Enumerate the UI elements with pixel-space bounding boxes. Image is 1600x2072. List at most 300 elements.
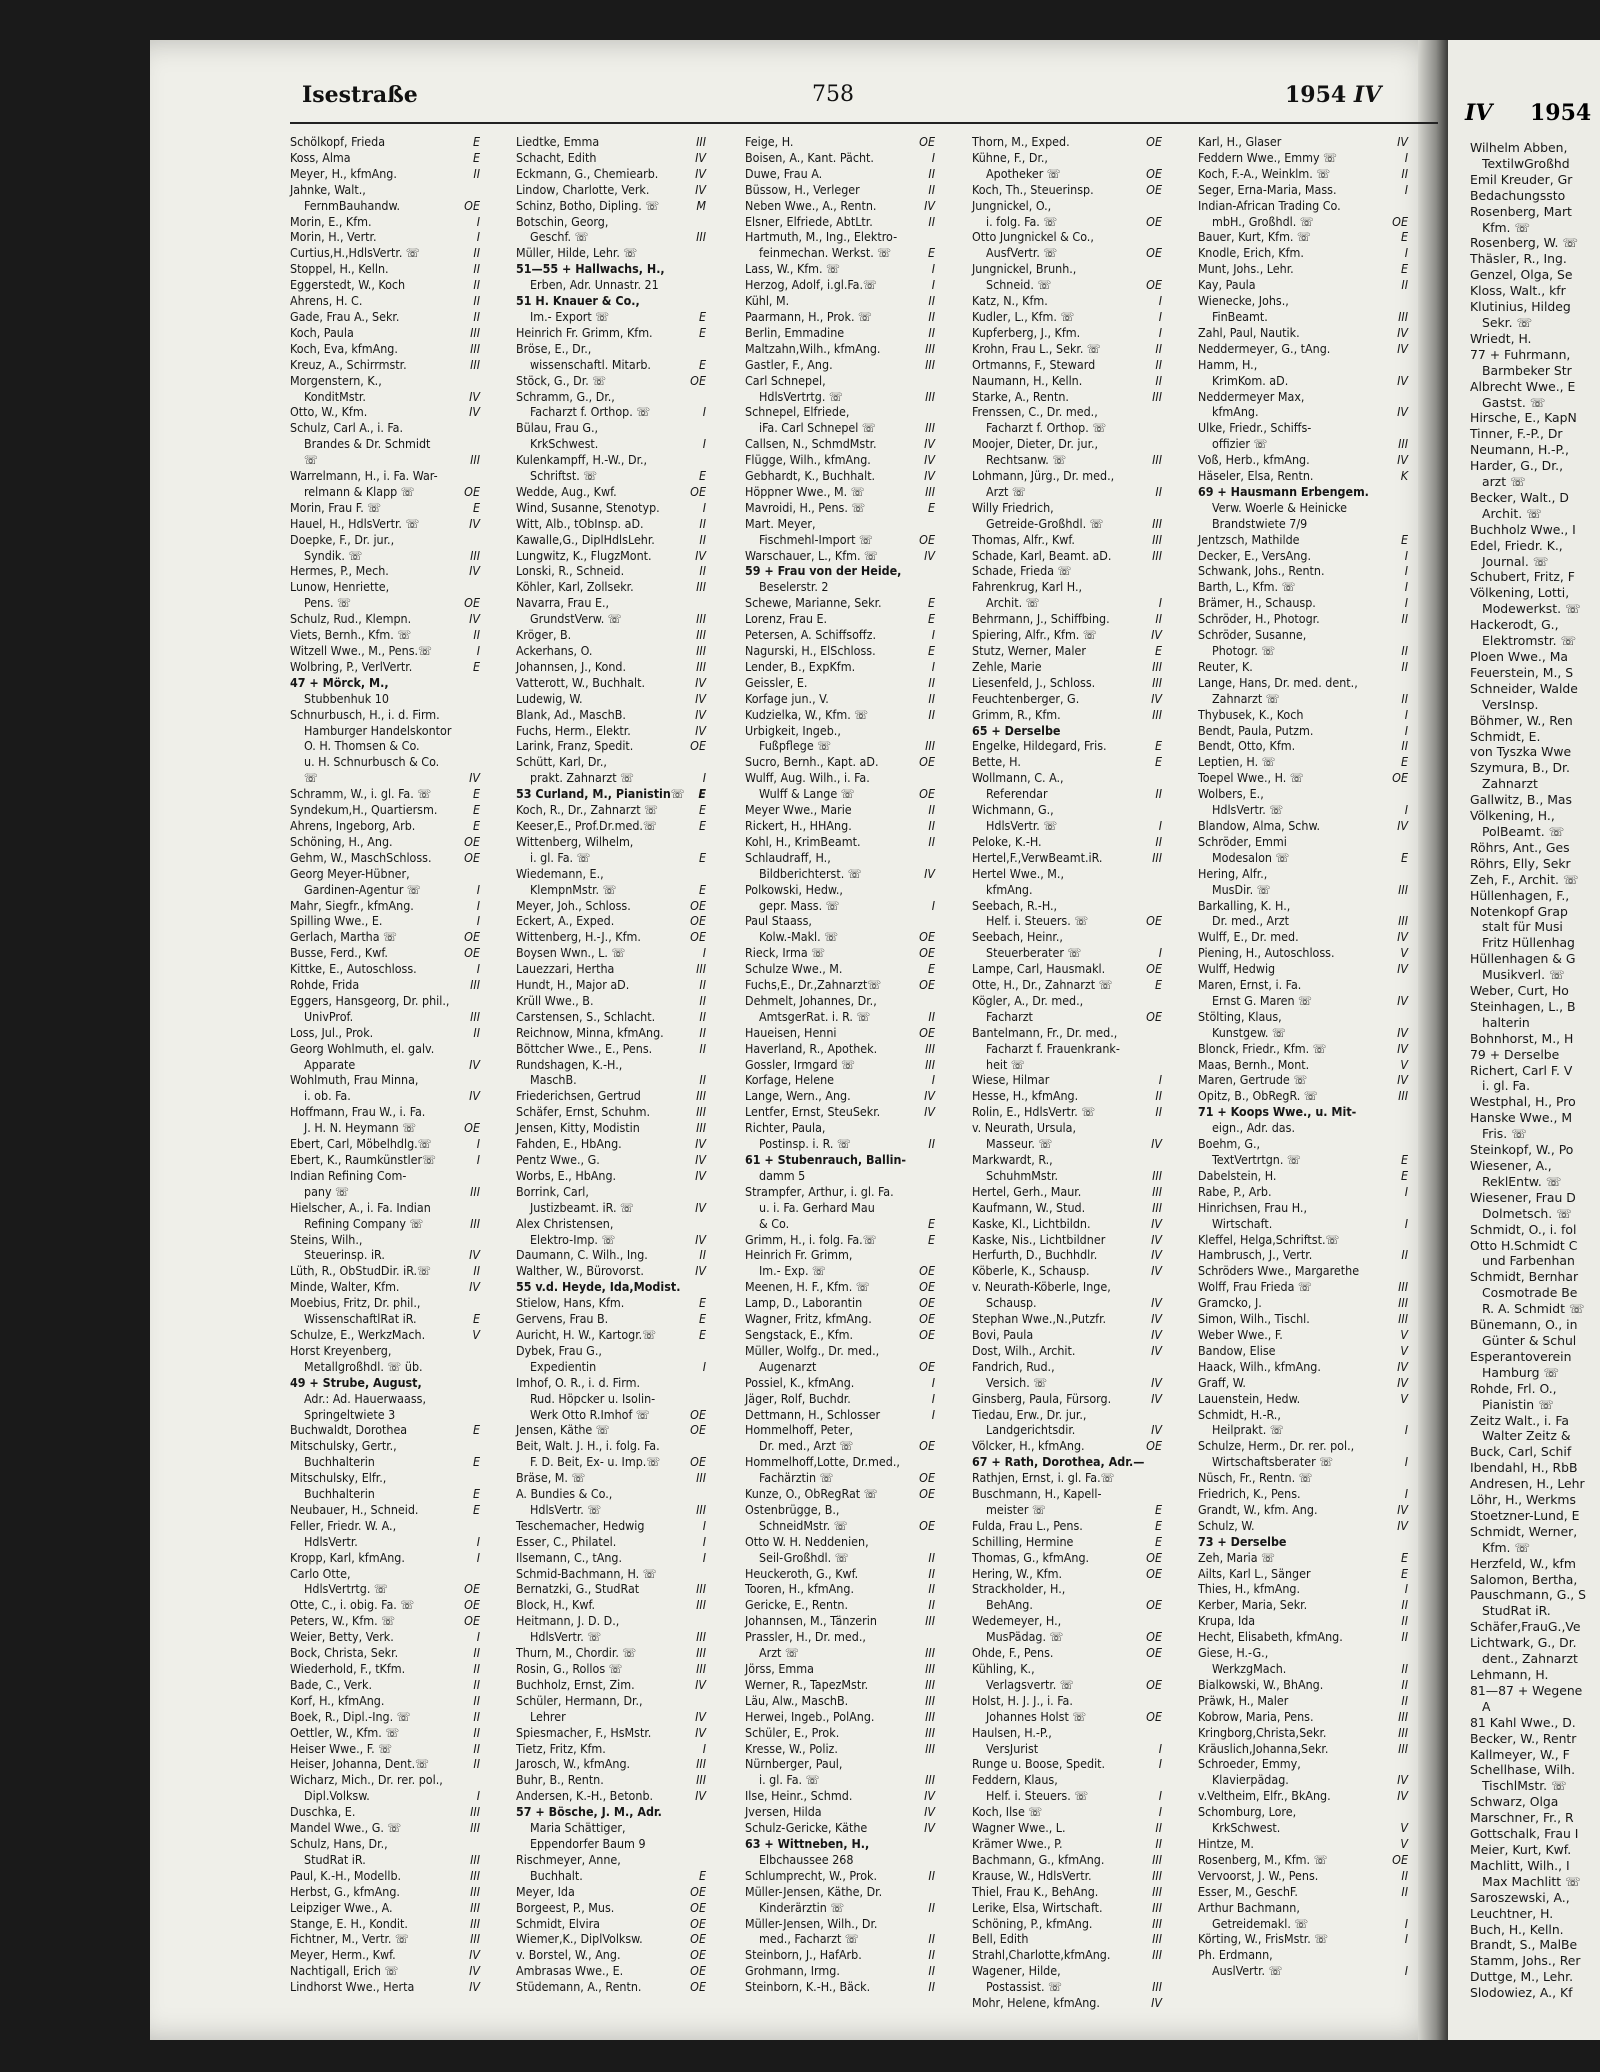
- directory-entry: [972, 293, 1162, 309]
- entry-text: Koch, Eva, kfmAng.: [290, 340, 398, 356]
- entry-text: Heiser Wwe., F. ☏: [290, 1740, 393, 1756]
- directory-entry: [290, 1581, 480, 1597]
- entry-floor-code: III: [470, 1008, 480, 1024]
- directory-entry: [290, 882, 480, 898]
- directory-entry: [745, 500, 935, 516]
- directory-entry: [290, 229, 480, 245]
- entry-text: Gericke, E., Rentn.: [745, 1597, 849, 1613]
- entry-text: Rosenberg, M., Kfm. ☏: [1198, 1851, 1328, 1867]
- entry-text: Gossler, Irmgard ☏: [745, 1056, 856, 1072]
- entry-floor-code: III: [1152, 1899, 1162, 1915]
- entry-floor-code: E: [1400, 1565, 1408, 1581]
- entry-floor-code: III: [1152, 1867, 1162, 1883]
- directory-entry: [745, 1963, 935, 1979]
- directory-entry: [516, 898, 706, 914]
- entry-text: Schmidt, H.-R.,: [1198, 1406, 1281, 1422]
- directory-entry: [745, 866, 935, 882]
- directory-entry: [290, 548, 480, 564]
- directory-entry: [1198, 1375, 1408, 1391]
- entry-text: Morin, Frau F. ☏: [290, 499, 382, 515]
- entry-text: Modesalon ☏: [1212, 849, 1290, 865]
- directory-entry: [290, 1232, 480, 1248]
- directory-entry: [290, 1677, 480, 1693]
- entry-text: Stange, E. H., Kondit.: [290, 1915, 408, 1931]
- directory-entry: [516, 723, 706, 739]
- entry-text: Stölting, Klaus,: [1198, 1008, 1282, 1024]
- entry-text: Spiering, Alfr., Kfm. ☏: [972, 627, 1097, 643]
- entry-text: Lange, Hans, Dr. med. dent.,: [1198, 674, 1358, 690]
- right-page-entry: Barmbeker Str: [1482, 362, 1572, 378]
- entry-text: Metallgroßhdl. ☏ üb.: [304, 1358, 423, 1374]
- directory-entry: [290, 1247, 480, 1263]
- directory-entry: [1198, 1836, 1408, 1852]
- directory-entry: [745, 1359, 935, 1375]
- right-page-entry: von Tyszka Wwe: [1470, 744, 1572, 760]
- entry-text: Kupferberg, J., Kfm.: [972, 324, 1081, 340]
- directory-entry: [1198, 1661, 1408, 1677]
- entry-text: Koch, Ilse ☏: [972, 1804, 1043, 1820]
- entry-floor-code: IV: [695, 1676, 706, 1692]
- entry-floor-code: II: [928, 1931, 935, 1947]
- right-page-entry: Kfm. ☏: [1482, 219, 1530, 235]
- entry-floor-code: I: [476, 913, 480, 929]
- entry-text: Fachärztin ☏: [759, 1470, 834, 1486]
- directory-entry: [290, 1597, 480, 1613]
- entry-text: Bachmann, G., kfmAng.: [972, 1851, 1105, 1867]
- entry-text: 63 + Wittneben, H.,: [745, 1835, 870, 1851]
- directory-entry: [1198, 229, 1408, 245]
- directory-entry: [972, 1486, 1162, 1502]
- entry-text: wissenschaftl. Mitarb.: [530, 356, 651, 372]
- directory-entry: [972, 770, 1162, 786]
- entry-text: Jversen, Hilda: [745, 1804, 822, 1820]
- directory-entry: [1198, 325, 1408, 341]
- directory-entry: [745, 1168, 935, 1184]
- entry-text: Facharzt f. Orthop. ☏: [986, 420, 1107, 436]
- entry-floor-code: E: [472, 499, 480, 515]
- directory-entry: [516, 1216, 706, 1232]
- directory-entry: [516, 1311, 706, 1327]
- entry-text: Zahl, Paul, Nautik.: [1198, 324, 1300, 340]
- directory-entry: [972, 691, 1162, 707]
- entry-floor-code: IV: [1151, 1231, 1162, 1247]
- directory-entry: [290, 420, 480, 436]
- directory-entry: [972, 1279, 1162, 1295]
- directory-entry: [290, 404, 480, 420]
- entry-text: Thorn, M., Exped.: [972, 134, 1070, 149]
- entry-text: u. H. Schnurbusch & Co.: [304, 754, 440, 770]
- right-page-entry: Rosenberg, W. ☏: [1470, 235, 1578, 251]
- entry-floor-code: I: [702, 499, 706, 515]
- entry-text: Helf. i. Steuers. ☏: [986, 913, 1089, 929]
- entry-floor-code: IV: [1397, 1374, 1408, 1390]
- entry-floor-code: III: [1152, 388, 1162, 404]
- entry-floor-code: OE: [690, 1883, 706, 1899]
- entry-text: Kunze, O., ObRegRat ☏: [745, 1486, 878, 1502]
- directory-entry: [290, 134, 480, 150]
- entry-text: Berlin, Emmadine: [745, 324, 845, 340]
- entry-floor-code: V: [1400, 1390, 1408, 1406]
- directory-entry: [972, 341, 1162, 357]
- directory-entry: [972, 1184, 1162, 1200]
- directory-entry: [290, 898, 480, 914]
- directory-entry: [745, 1534, 935, 1550]
- directory-entry: [516, 1025, 706, 1041]
- entry-floor-code: IV: [1397, 1072, 1408, 1088]
- entry-text: Maltzahn,Wilh., kfmAng.: [745, 340, 881, 356]
- right-page-entry: Saroszewski, A.,: [1470, 1889, 1570, 1905]
- directory-entry: [745, 1979, 935, 1995]
- directory-entry: [745, 1709, 935, 1725]
- entry-text: Walther, W., Bürovorst.: [516, 1263, 644, 1279]
- entry-floor-code: OE: [919, 1517, 935, 1533]
- entry-text: Schulz, Hans, Dr.,: [290, 1835, 388, 1851]
- directory-entry: [290, 516, 480, 532]
- entry-text: Schröders Wwe., Margarethe: [1198, 1263, 1360, 1279]
- directory-entry: [745, 1025, 935, 1041]
- entry-text: Schröder, Susanne,: [1198, 627, 1307, 643]
- entry-text: KonditMstr.: [304, 388, 366, 404]
- directory-entry: [516, 1884, 706, 1900]
- entry-text: Büssow, H., Verleger: [745, 181, 860, 197]
- entry-floor-code: III: [925, 1056, 935, 1072]
- entry-floor-code: I: [1404, 1422, 1408, 1438]
- entry-text: Larink, Franz, Spedit.: [516, 738, 634, 754]
- entry-text: Facharzt f. Frauenkrank-: [986, 1040, 1120, 1056]
- entry-floor-code: E: [1154, 1533, 1162, 1549]
- entry-text: Piening, H., Autoschloss.: [1198, 945, 1335, 961]
- directory-entry: [972, 913, 1162, 929]
- right-page-entry: halterin: [1482, 1014, 1530, 1030]
- right-page-entry: Wilhelm Abben,: [1470, 140, 1568, 155]
- entry-floor-code: I: [1158, 1788, 1162, 1804]
- entry-floor-code: E: [698, 1326, 706, 1342]
- directory-entry: [1198, 548, 1408, 564]
- entry-text: Maas, Bernh., Mont.: [1198, 1056, 1310, 1072]
- directory-entry: [972, 1741, 1162, 1757]
- directory-entry: [972, 1804, 1162, 1820]
- directory-entry: [290, 1979, 480, 1995]
- directory-entry: [745, 341, 935, 357]
- entry-floor-code: M: [696, 197, 706, 213]
- entry-floor-code: OE: [919, 531, 935, 547]
- entry-text: AuslVertr. ☏: [1212, 1963, 1283, 1979]
- directory-entry: [745, 1375, 935, 1391]
- right-page-entry: Gallwitz, B., Mas: [1470, 792, 1572, 808]
- directory-entry: [290, 1454, 480, 1470]
- directory-entry: [745, 707, 935, 723]
- entry-floor-code: OE: [1146, 134, 1162, 149]
- entry-floor-code: II: [1401, 658, 1408, 674]
- entry-floor-code: I: [702, 945, 706, 961]
- entry-text: Eckmann, G., Chemiearb.: [516, 165, 659, 181]
- directory-entry: [745, 1931, 935, 1947]
- entry-text: Meyer, Herm., Kwf.: [290, 1947, 396, 1963]
- entry-text: Helf. i. Steuers. ☏: [986, 1788, 1089, 1804]
- entry-text: Wulff, Hedwig: [1198, 961, 1276, 977]
- entry-text: Paul, K.-H., Modellb.: [290, 1867, 402, 1883]
- directory-entry: [1198, 1438, 1408, 1454]
- entry-text: Nachtigall, Erich ☏: [290, 1963, 399, 1979]
- entry-floor-code: E: [698, 817, 706, 833]
- entry-text: Fichtner, M., Vertr. ☏: [290, 1931, 409, 1947]
- entry-floor-code: III: [1398, 1088, 1408, 1104]
- entry-text: 73 + Derselbe: [1198, 1533, 1287, 1549]
- directory-entry: [290, 1884, 480, 1900]
- entry-floor-code: OE: [919, 1438, 935, 1454]
- entry-text: Schüler, E., Prok.: [745, 1724, 840, 1740]
- directory-entry: [745, 929, 935, 945]
- directory-entry: [290, 1836, 480, 1852]
- entry-floor-code: E: [698, 1867, 706, 1883]
- entry-text: Wohlmuth, Frau Minna,: [290, 1072, 419, 1088]
- entry-text: Krüll Wwe., B.: [516, 992, 594, 1008]
- right-page-entry: 81—87 + Wegene: [1470, 1682, 1583, 1698]
- entry-floor-code: II: [1155, 356, 1162, 372]
- directory-entry: [745, 1152, 935, 1168]
- directory-entry: [972, 1868, 1162, 1884]
- entry-text: Possiel, K., kfmAng.: [745, 1374, 855, 1390]
- directory-entry: [290, 1359, 480, 1375]
- entry-floor-code: I: [702, 436, 706, 452]
- entry-floor-code: II: [699, 1247, 706, 1263]
- entry-floor-code: I: [931, 1374, 935, 1390]
- entry-text: Haueisen, Henni: [745, 1024, 837, 1040]
- entry-floor-code: E: [698, 1311, 706, 1327]
- directory-entry: [972, 516, 1162, 532]
- entry-text: Schacht, Edith: [516, 149, 597, 165]
- entry-floor-code: III: [696, 229, 706, 245]
- directory-entry: [745, 691, 935, 707]
- entry-text: Rabe, P., Arb.: [1198, 1183, 1272, 1199]
- directory-entry: [972, 548, 1162, 564]
- directory-entry: [1198, 1900, 1408, 1916]
- entry-text: Otto, W., Kfm.: [290, 404, 368, 420]
- entry-text: Rathjen, Ernst, i. gl. Fa.☏: [972, 1470, 1115, 1486]
- entry-text: Gehm, W., MaschSchloss.: [290, 849, 432, 865]
- entry-floor-code: IV: [1397, 1501, 1408, 1517]
- entry-text: Bovi, Paula: [972, 1326, 1034, 1342]
- entry-text: Eggerstedt, W., Koch: [290, 277, 406, 293]
- directory-entry: [972, 1534, 1162, 1550]
- entry-floor-code: OE: [464, 1597, 480, 1613]
- directory-entry: [745, 1772, 935, 1788]
- entry-text: Jungnickel, O.,: [972, 197, 1052, 213]
- right-page-entry: Schäfer,FrauG.,Ve: [1470, 1619, 1581, 1635]
- directory-entry: [1198, 882, 1408, 898]
- right-page-entry: Duttge, M., Lehr.: [1470, 1969, 1574, 1985]
- directory-entry: [972, 277, 1162, 293]
- entry-text: Archit. ☏: [986, 595, 1040, 611]
- entry-text: Elsner, Elfriede, AbtLtr.: [745, 213, 873, 229]
- directory-entry: [290, 754, 480, 770]
- entry-floor-code: V: [1400, 1326, 1408, 1342]
- directory-entry: [745, 1184, 935, 1200]
- entry-text: WissenschaftlRat iR.: [304, 1311, 417, 1327]
- entry-floor-code: II: [1401, 690, 1408, 706]
- entry-floor-code: IV: [695, 706, 706, 722]
- entry-text: Schmid-Bachmann, H. ☏: [516, 1565, 657, 1581]
- entry-text: Viets, Bernh., Kfm. ☏: [290, 627, 412, 643]
- entry-text: Köberle, K., Schausp.: [972, 1263, 1090, 1279]
- entry-text: Reuter, K.: [1198, 658, 1253, 674]
- directory-entry: [745, 1232, 935, 1248]
- entry-text: 51—55 + Hallwachs, H.,: [516, 261, 665, 277]
- directory-entry: [1198, 516, 1408, 532]
- entry-text: Stöck, G., Dr. ☏: [516, 372, 607, 388]
- entry-text: Rundshagen, K.-H.,: [516, 1056, 623, 1072]
- entry-text: Böttcher Wwe., E., Pens.: [516, 1040, 653, 1056]
- entry-floor-code: II: [699, 1024, 706, 1040]
- entry-floor-code: III: [696, 1104, 706, 1120]
- entry-text: Jungnickel, Brunh.,: [972, 261, 1077, 277]
- entry-floor-code: IV: [695, 1231, 706, 1247]
- entry-text: Schomburg, Lore,: [1198, 1804, 1297, 1820]
- entry-text: Kühl, M.: [745, 293, 790, 309]
- entry-floor-code: III: [925, 1040, 935, 1056]
- right-page-entry: Szymura, B., Dr.: [1470, 760, 1570, 776]
- directory-entry: [1198, 1852, 1408, 1868]
- right-page-entry: Brandt, S., MalBe: [1470, 1937, 1578, 1953]
- directory-entry: [745, 1597, 935, 1613]
- entry-floor-code: IV: [469, 1088, 480, 1104]
- right-page-entry: Archit. ☏: [1482, 505, 1542, 521]
- entry-text: Heinrich Fr. Grimm, Kfm.: [516, 324, 653, 340]
- entry-floor-code: III: [925, 1772, 935, 1788]
- entry-floor-code: II: [1155, 833, 1162, 849]
- entry-text: Georg Wohlmuth, el. galv.: [290, 1040, 435, 1056]
- directory-entry: [290, 1486, 480, 1502]
- entry-floor-code: OE: [690, 1963, 706, 1979]
- directory-entry: [290, 389, 480, 405]
- directory-entry: [1198, 468, 1408, 484]
- entry-floor-code: I: [1404, 547, 1408, 563]
- entry-floor-code: I: [1404, 563, 1408, 579]
- entry-text: Kaufmann, W., Stud.: [972, 1199, 1086, 1215]
- directory-entry: [516, 1009, 706, 1025]
- directory-entry: [516, 802, 706, 818]
- directory-entry: [290, 1279, 480, 1295]
- directory-entry: [972, 1772, 1162, 1788]
- directory-entry: [972, 818, 1162, 834]
- entry-floor-code: III: [470, 1851, 480, 1867]
- entry-floor-code: II: [928, 165, 935, 181]
- entry-text: Boysen Wwn., L. ☏: [516, 945, 626, 961]
- entry-text: Strahl,Charlotte,kfmAng.: [972, 1947, 1111, 1963]
- entry-floor-code: V: [472, 1326, 480, 1342]
- directory-entry: [290, 293, 480, 309]
- page-header-street: Isestraße: [302, 82, 418, 108]
- entry-text: Thies, H., kfmAng.: [1198, 1581, 1301, 1597]
- entry-floor-code: III: [925, 1692, 935, 1708]
- directory-entry: [745, 961, 935, 977]
- entry-text: eign., Adr. das.: [1212, 1120, 1295, 1136]
- entry-text: Hommelhoff,Lotte, Dr.med.,: [745, 1454, 900, 1470]
- right-page-entry: Völkening, H.,: [1470, 808, 1555, 824]
- entry-text: Wichmann, G.,: [972, 802, 1054, 818]
- directory-entry: [290, 277, 480, 293]
- directory-entry: [1198, 500, 1408, 516]
- entry-floor-code: III: [470, 1931, 480, 1947]
- entry-text: Johannsen, J., Kond.: [516, 658, 627, 674]
- directory-entry: [745, 1884, 935, 1900]
- directory-entry: [745, 1629, 935, 1645]
- entry-text: Kräuslich,Johanna,Sekr.: [1198, 1740, 1329, 1756]
- directory-entry: [745, 309, 935, 325]
- entry-text: Ginsberg, Paula, Fürsorg.: [972, 1390, 1112, 1406]
- entry-text: Rud. Höpcker u. Isolin-: [530, 1390, 656, 1406]
- entry-text: Hambrusch, J., Vertr.: [1198, 1247, 1313, 1263]
- entry-floor-code: OE: [464, 483, 480, 499]
- entry-floor-code: III: [925, 1676, 935, 1692]
- header-volume: IV: [1353, 82, 1382, 108]
- entry-floor-code: OE: [919, 1263, 935, 1279]
- directory-entry: [290, 1868, 480, 1884]
- directory-entry: [972, 563, 1162, 579]
- entry-floor-code: IV: [469, 1247, 480, 1263]
- entry-text: Curtius,H.,HdlsVertr. ☏: [290, 245, 420, 261]
- directory-entry: [290, 1327, 480, 1343]
- directory-entry: [290, 1916, 480, 1932]
- entry-floor-code: I: [931, 261, 935, 277]
- entry-floor-code: E: [472, 786, 480, 802]
- entry-text: Stüdemann, A., Rentn.: [516, 1979, 642, 1995]
- entry-text: Runge u. Boose, Spedit.: [972, 1756, 1106, 1772]
- directory-entry: [516, 484, 706, 500]
- right-page-entry: Kallmeyer, W., F: [1470, 1746, 1570, 1762]
- entry-floor-code: III: [1152, 849, 1162, 865]
- directory-entry: [1198, 1295, 1408, 1311]
- entry-text: Lentfer, Ernst, SteuSekr.: [745, 1104, 881, 1120]
- entry-text: Apotheker ☏: [986, 165, 1061, 181]
- entry-text: Brandes & Dr. Schmidt: [304, 436, 431, 452]
- directory-entry: [290, 802, 480, 818]
- directory-entry: [745, 945, 935, 961]
- directory-entry: [1198, 1772, 1408, 1788]
- entry-text: Hinrichsen, Frau H.,: [1198, 1199, 1308, 1215]
- directory-entry: [1198, 1025, 1408, 1041]
- entry-floor-code: OE: [1146, 913, 1162, 929]
- entry-floor-code: II: [699, 977, 706, 993]
- directory-entry: [1198, 1963, 1408, 1979]
- directory-entry: [516, 691, 706, 707]
- entry-floor-code: I: [476, 961, 480, 977]
- entry-floor-code: III: [696, 1501, 706, 1517]
- right-page-entry: TextilwGroßhd: [1482, 155, 1570, 171]
- right-page-entry: Fris. ☏: [1482, 1126, 1527, 1142]
- entry-floor-code: IV: [924, 547, 935, 563]
- directory-entry: [745, 1120, 935, 1136]
- entry-text: Peters, W., Kfm. ☏: [290, 1613, 396, 1629]
- entry-text: Fußpflege ☏: [759, 738, 832, 754]
- entry-floor-code: IV: [695, 165, 706, 181]
- entry-text: Schöning, P., kfmAng.: [972, 1915, 1093, 1931]
- directory-entry: [745, 1820, 935, 1836]
- directory-entry: [972, 1613, 1162, 1629]
- entry-text: Haverland, R., Apothek.: [745, 1040, 878, 1056]
- entry-text: Stephan Wwe.,N.,Putzfr.: [972, 1311, 1107, 1327]
- entry-floor-code: II: [1155, 372, 1162, 388]
- directory-entry: [745, 532, 935, 548]
- entry-floor-code: II: [473, 1740, 480, 1756]
- directory-entry: [1198, 611, 1408, 627]
- directory-entry: [972, 1025, 1162, 1041]
- entry-floor-code: II: [473, 165, 480, 181]
- entry-floor-code: I: [702, 1358, 706, 1374]
- directory-entry: [516, 1852, 706, 1868]
- directory-entry: [1198, 452, 1408, 468]
- entry-text: Ahrens, Ingeborg, Arb.: [290, 817, 416, 833]
